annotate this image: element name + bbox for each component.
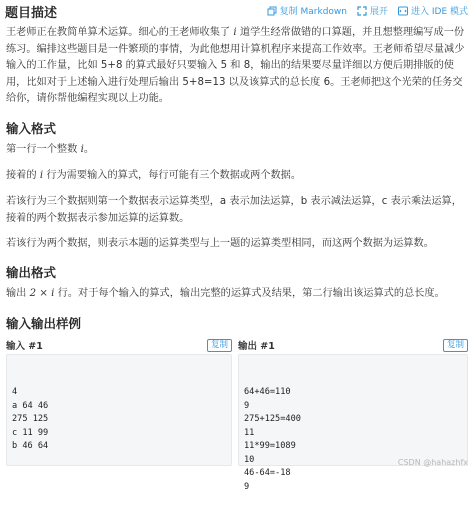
sample-output-header bbox=[238, 337, 468, 353]
ide-mode-label: 进入 IDE 模式 bbox=[411, 7, 468, 17]
output-line: 9 bbox=[244, 400, 250, 411]
copy-markdown-label: 复制 Markdown bbox=[279, 7, 347, 17]
output-line: 9 bbox=[244, 481, 250, 492]
expand-icon bbox=[357, 6, 367, 16]
copy-input-button[interactable]: 复制 bbox=[207, 339, 232, 352]
copy-icon bbox=[267, 6, 277, 16]
expand-button[interactable] bbox=[357, 4, 388, 17]
description-text bbox=[6, 25, 468, 108]
sample-input-content bbox=[12, 386, 226, 454]
input-format-line1 bbox=[6, 142, 468, 159]
text-part: 接着的 bbox=[6, 170, 40, 181]
description-part: 王老师正在教简单算术运算。细心的王老师收集了 bbox=[6, 27, 234, 38]
input-format-line2 bbox=[6, 168, 468, 185]
text-part: 第一行一个整数 bbox=[6, 144, 81, 155]
problem-header bbox=[0, 0, 474, 20]
expand-label: 展开 bbox=[369, 7, 388, 17]
text-part: 。 bbox=[83, 144, 95, 155]
math-expression: 2 × i bbox=[29, 288, 55, 299]
output-line: 64+46=110 bbox=[244, 387, 291, 397]
page-title: 题目描述 bbox=[5, 6, 58, 21]
variable-i: i bbox=[233, 27, 237, 38]
input-format-line4: 若该行为两个数据，则表示本题的运算类型与上一题的运算类型相同，而这两个数据为运算数。 bbox=[6, 238, 434, 249]
output-line: 46-64=-18 bbox=[244, 468, 291, 478]
sample-output-content bbox=[244, 386, 462, 494]
copy-markdown-button[interactable] bbox=[267, 4, 347, 17]
input-format-heading: 输入格式 bbox=[6, 121, 57, 136]
input-line: b 46 64 bbox=[12, 441, 49, 451]
sample-input-header bbox=[6, 337, 232, 353]
input-line: a 64 46 bbox=[12, 400, 49, 411]
code-icon bbox=[398, 6, 408, 16]
output-line: 275+125=400 bbox=[244, 414, 301, 424]
sample-output-box bbox=[238, 354, 468, 492]
text-part: 行。对于每个输入的算式，输出完整的运算式及结果，第二行输出该运算式的总长度。 bbox=[54, 288, 445, 299]
output-line: 11 bbox=[244, 427, 255, 438]
output-format-line1 bbox=[6, 286, 468, 303]
description-part: 道学生经常做错的口算题，并且想整理编写成一份练习。编排这些题目是一件繁琐的事情，为此他想用计算机程序来提高工作效率。王老师希望尽量减少输入的工作量，比如 5+8 的算式最好只要输入 5 和 8，输出的结果要尽量详细以方便后期排版的使用，比如对于上述输入进行处理后输出 5+8=13 以及该算式的总长度 6。王老师把这个光荣的任务交给你，请你帮他编程实现以上功能。 bbox=[6, 27, 465, 104]
input-line: c 11 99 bbox=[12, 427, 49, 438]
text-part: 行为需要输入的算式，每行可能有三个数据或两个数据。 bbox=[43, 170, 302, 181]
copy-output-button[interactable]: 复制 bbox=[443, 339, 468, 352]
text-part: 输出 bbox=[6, 288, 30, 299]
samples-heading: 输入输出样例 bbox=[6, 316, 82, 331]
output-line: 11*99=1089 bbox=[244, 441, 296, 451]
output-format-heading: 输出格式 bbox=[6, 265, 57, 280]
variable-i: i bbox=[80, 144, 84, 155]
sample-input-box bbox=[6, 354, 232, 466]
input-line: 275 125 bbox=[12, 414, 49, 424]
header-actions bbox=[267, 4, 468, 17]
sample-output-label: 输出 #1 bbox=[238, 341, 275, 352]
ide-mode-button[interactable] bbox=[398, 4, 468, 17]
input-line: 4 bbox=[12, 387, 18, 397]
sample-input-label: 输入 #1 bbox=[6, 341, 43, 352]
variable-i: i bbox=[39, 170, 44, 181]
watermark: CSDN @hahazhfx bbox=[397, 458, 468, 467]
input-format-line3: 若该行为三个数据则第一个数据表示运算类型，a 表示加法运算，b 表示减法运算，c 表示乘法运算，接着的两个数据表示参加运算的运算数。 bbox=[6, 196, 462, 224]
output-line: 10 bbox=[244, 454, 255, 465]
